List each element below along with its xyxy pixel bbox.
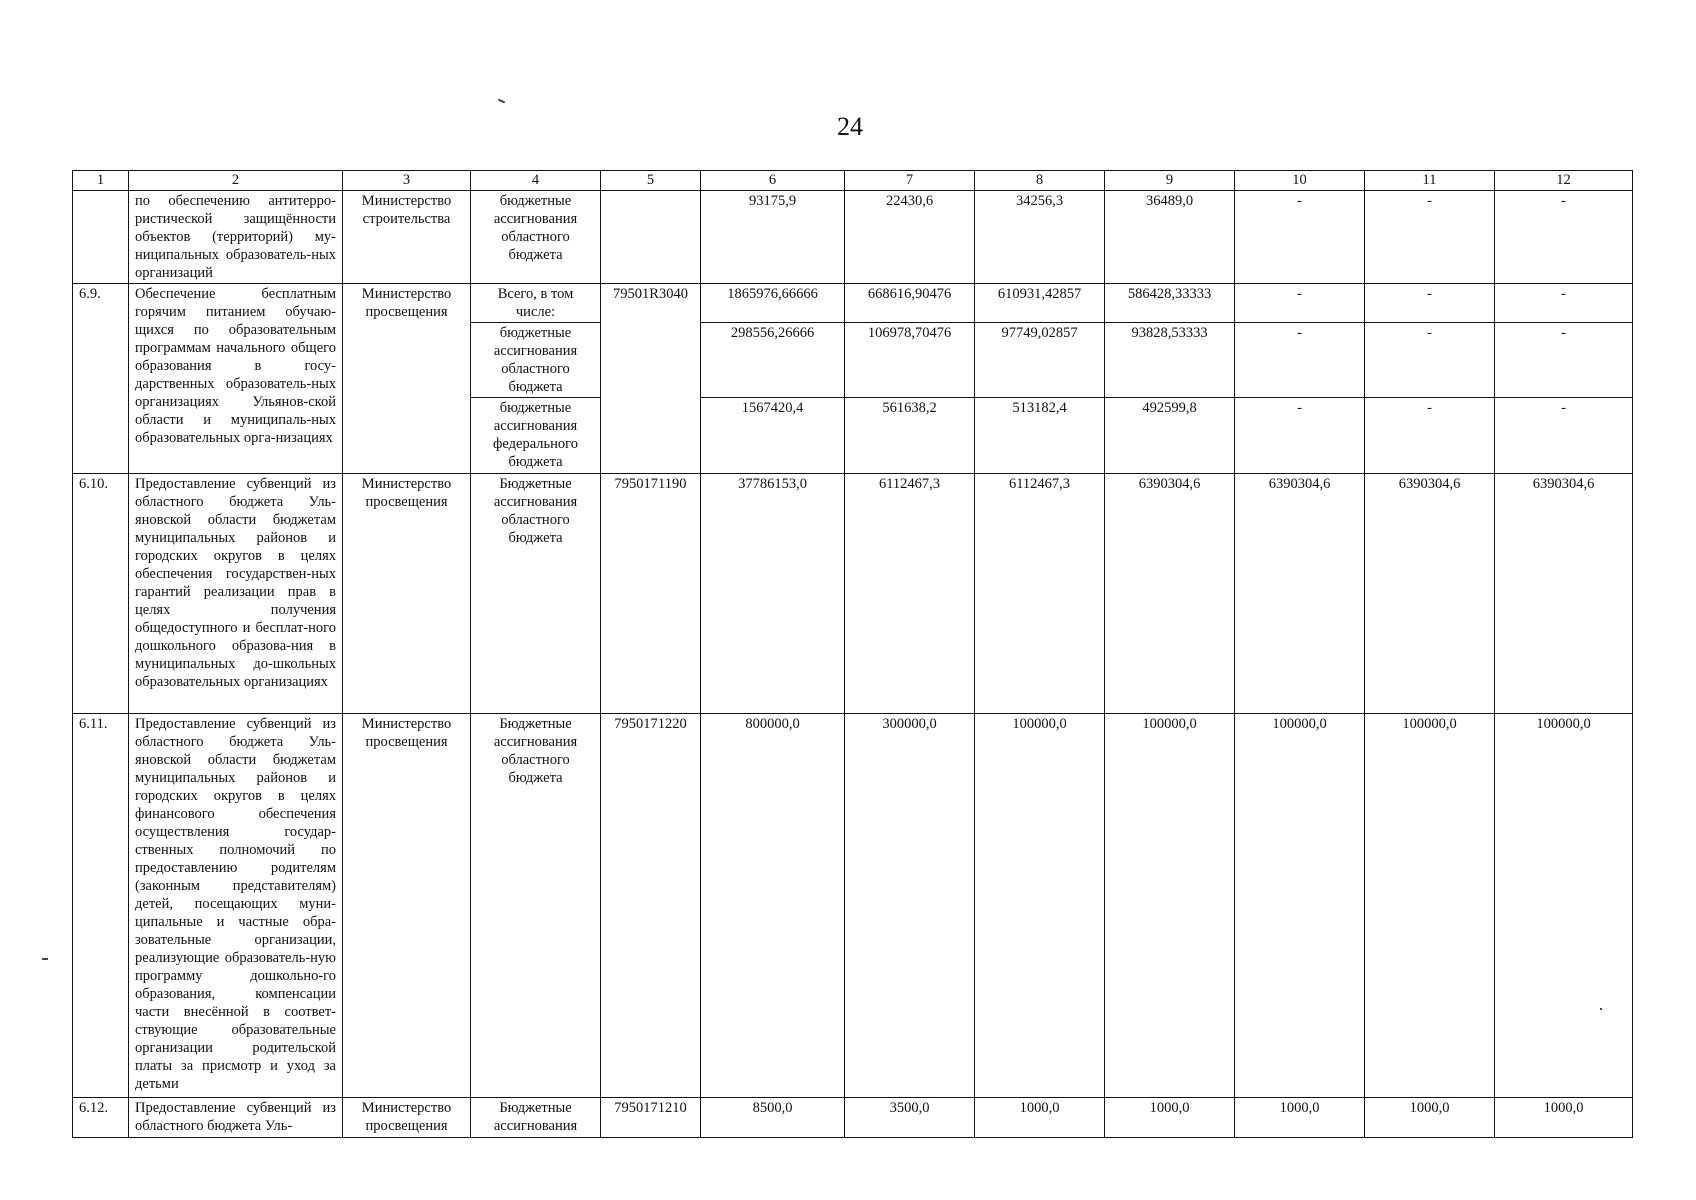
- table-row: [73, 191, 1633, 284]
- amount-year: 100000,0: [975, 714, 1105, 1098]
- amount-year: 6112467,3: [845, 474, 975, 714]
- header-cell: 7: [845, 171, 975, 191]
- funding-source: бюджетные ассигнования областного бюджета: [471, 323, 601, 398]
- amount-year: -: [1365, 191, 1495, 284]
- header-cell: 2: [129, 171, 343, 191]
- amount-year: 22430,6: [845, 191, 975, 284]
- amount-year: -: [1235, 284, 1365, 323]
- header-cell: 9: [1105, 171, 1235, 191]
- budget-code: 79501R3040: [601, 284, 701, 474]
- amount-year: 100000,0: [1495, 714, 1633, 1098]
- executor: Министерство просвещения: [343, 1098, 471, 1138]
- amount-year: 492599,8: [1105, 398, 1235, 474]
- row-number: 6.9.: [73, 284, 129, 474]
- measure-name: по обеспечению антитерро-ристической защищённости объектов (территорий) му-ниципальных образователь-ных организаций: [129, 191, 343, 284]
- amount-year: 6390304,6: [1365, 474, 1495, 714]
- budget-code: 7950171220: [601, 714, 701, 1098]
- budget-code: [601, 191, 701, 284]
- header-cell: 4: [471, 171, 601, 191]
- row-number: 6.12.: [73, 1098, 129, 1138]
- amount-year: 668616,90476: [845, 284, 975, 323]
- amount-year: 1000,0: [975, 1098, 1105, 1138]
- executor: Министерство строительства: [343, 191, 471, 284]
- amount-year: 3500,0: [845, 1098, 975, 1138]
- table-row: [73, 284, 1633, 323]
- amount-year: 106978,70476: [845, 323, 975, 398]
- measure-name: Обеспечение бесплатным горячим питанием обучаю-щихся по образовательным программам начального общего образования в госу-дарственных образователь-ных организациях Ульянов-ской области и муниципаль-ных образовательных орга-низациях: [129, 284, 343, 474]
- header-cell: 8: [975, 171, 1105, 191]
- amount-year: 1000,0: [1105, 1098, 1235, 1138]
- amount-year: 1000,0: [1235, 1098, 1365, 1138]
- amount-year: 36489,0: [1105, 191, 1235, 284]
- funding-source: бюджетные ассигнования областного бюджета: [471, 191, 601, 284]
- table-row: [73, 714, 1633, 1098]
- row-number: [73, 191, 129, 284]
- amount-year: 100000,0: [1105, 714, 1235, 1098]
- amount-year: 6112467,3: [975, 474, 1105, 714]
- header-cell: 10: [1235, 171, 1365, 191]
- header-cell: 3: [343, 171, 471, 191]
- header-cell: 12: [1495, 171, 1633, 191]
- funding-source: Бюджетные ассигнования: [471, 1098, 601, 1138]
- amount-total: 8500,0: [701, 1098, 845, 1138]
- table-row: [73, 474, 1633, 714]
- measure-name: Предоставление субвенций из областного бюджета Уль-яновской области бюджетам муниципальных районов и городских округов в целях обеспечения государствен-ных гарантий реализации прав в целях получения общедоступного и бесплат-ного дошкольного образова-ния в муниципальных до-школьных образовательных организациях: [129, 474, 343, 714]
- amount-year: 1000,0: [1365, 1098, 1495, 1138]
- amount-year: -: [1495, 284, 1633, 323]
- scan-speck: [42, 958, 48, 960]
- amount-year: -: [1365, 284, 1495, 323]
- amount-total: 37786153,0: [701, 474, 845, 714]
- amount-year: 6390304,6: [1235, 474, 1365, 714]
- amount-year: -: [1235, 398, 1365, 474]
- amount-total: 93175,9: [701, 191, 845, 284]
- funding-source: Всего, в том числе:: [471, 284, 601, 323]
- amount-year: -: [1495, 398, 1633, 474]
- amount-year: -: [1495, 191, 1633, 284]
- amount-year: 561638,2: [845, 398, 975, 474]
- budget-code: 7950171210: [601, 1098, 701, 1138]
- amount-year: -: [1365, 398, 1495, 474]
- amount-total: 298556,26666: [701, 323, 845, 398]
- header-cell: 6: [701, 171, 845, 191]
- amount-year: -: [1235, 323, 1365, 398]
- executor: Министерство просвещения: [343, 714, 471, 1098]
- amount-total: 1567420,4: [701, 398, 845, 474]
- amount-year: 100000,0: [1235, 714, 1365, 1098]
- funding-source: Бюджетные ассигнования областного бюджета: [471, 474, 601, 714]
- header-cell: 11: [1365, 171, 1495, 191]
- amount-year: 586428,33333: [1105, 284, 1235, 323]
- amount-year: -: [1235, 191, 1365, 284]
- measure-name: Предоставление субвенций из областного бюджета Уль-: [129, 1098, 343, 1138]
- row-number: 6.11.: [73, 714, 129, 1098]
- budget-code: 7950171190: [601, 474, 701, 714]
- amount-total: 800000,0: [701, 714, 845, 1098]
- amount-year: 93828,53333: [1105, 323, 1235, 398]
- amount-year: 610931,42857: [975, 284, 1105, 323]
- amount-year: 100000,0: [1365, 714, 1495, 1098]
- funding-source: бюджетные ассигнования федерального бюджета: [471, 398, 601, 474]
- amount-year: -: [1495, 323, 1633, 398]
- executor: Министерство просвещения: [343, 284, 471, 474]
- amount-year: 6390304,6: [1495, 474, 1633, 714]
- amount-year: 300000,0: [845, 714, 975, 1098]
- header-row: [73, 171, 1633, 191]
- executor: Министерство просвещения: [343, 474, 471, 714]
- amount-year: 513182,4: [975, 398, 1105, 474]
- header-cell: 1: [73, 171, 129, 191]
- row-number: 6.10.: [73, 474, 129, 714]
- funding-source: Бюджетные ассигнования областного бюджета: [471, 714, 601, 1098]
- amount-year: 34256,3: [975, 191, 1105, 284]
- amount-year: 97749,02857: [975, 323, 1105, 398]
- amount-year: -: [1365, 323, 1495, 398]
- amount-year: 6390304,6: [1105, 474, 1235, 714]
- table-row: [73, 1098, 1633, 1138]
- amount-total: 1865976,66666: [701, 284, 845, 323]
- amount-year: 1000,0: [1495, 1098, 1633, 1138]
- scan-speck: [498, 99, 505, 104]
- measure-name: Предоставление субвенций из областного бюджета Уль-яновской области бюджетам муниципальных районов и городских округов в целях финансового обеспечения осуществления государ-ственных полномочий по предоставлению родителям (законным представителям) детей, посещающих муни-ципальные и частные обра-зовательные организации, реализующие образователь-ную программу дошкольно-го образования, компенсации части внесённой в соответ-ствующие образовательные организации родительской платы за присмотр и уход за детьми: [129, 714, 343, 1098]
- page-number: 24: [837, 112, 863, 141]
- header-cell: 5: [601, 171, 701, 191]
- program-table: [72, 170, 1633, 1138]
